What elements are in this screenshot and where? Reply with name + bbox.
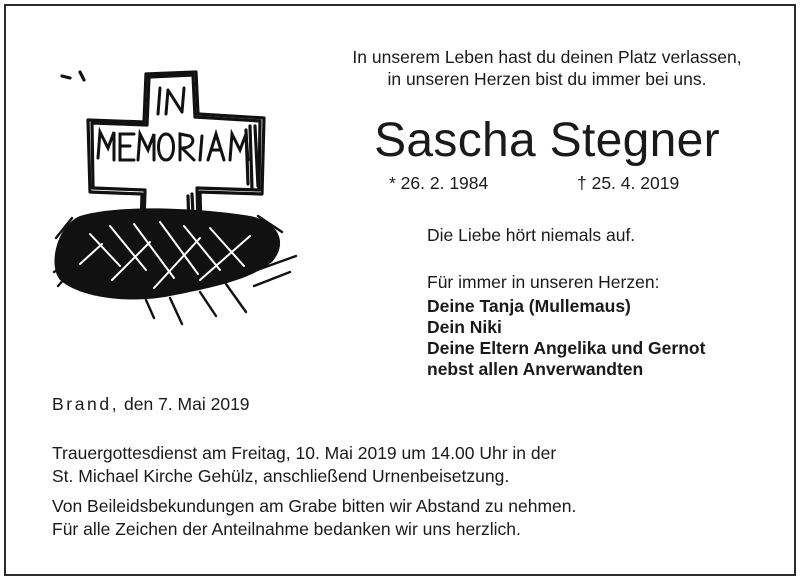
quote-line-2: in unseren Herzen bist du immer bei uns. (387, 69, 707, 89)
death-date: † 25. 4. 2019 (577, 173, 680, 193)
cross-drawing (50, 66, 300, 328)
service-info (52, 442, 772, 488)
mourner-item: nebst allen Anverwandten (427, 359, 644, 379)
mourner-item: Deine Tanja (Mullemaus) (427, 296, 631, 316)
mourner-item: Deine Eltern Angelika und Gernot (427, 338, 706, 358)
birth-date: * 26. 2. 1984 (389, 173, 489, 193)
motto-text: Die Liebe hört niemals auf. (427, 225, 636, 245)
mourner-item: Dein Niki (427, 317, 502, 337)
obituary-card (4, 4, 796, 576)
place-date-text: den 7. Mai 2019 (119, 394, 250, 414)
condolence-line-1: Von Beileidsbekundungen am Grabe bitten wir Abstand zu nehmen. (52, 496, 577, 516)
mourners-list (427, 296, 705, 380)
deceased-name: Sascha Stegner (374, 114, 720, 167)
quote-line-1: In unserem Leben hast du deinen Platz verlassen, (352, 47, 742, 67)
condolence-note (52, 495, 772, 541)
place-date (52, 394, 250, 415)
service-line-2: St. Michael Kirche Gehülz, anschließend Urnenbeisetzung. (52, 466, 510, 486)
epitaph-quote (304, 46, 790, 90)
forever-heading: Für immer in unseren Herzen: (427, 272, 660, 292)
service-line-1: Trauergottesdienst am Freitag, 10. Mai 2019 um 14.00 Uhr in der (52, 443, 557, 463)
in-memoriam-cross-icon (50, 66, 300, 328)
condolence-line-2: Für alle Zeichen der Anteilnahme bedanken wir uns herzlich. (52, 519, 521, 539)
place-location: Brand, (52, 394, 120, 414)
